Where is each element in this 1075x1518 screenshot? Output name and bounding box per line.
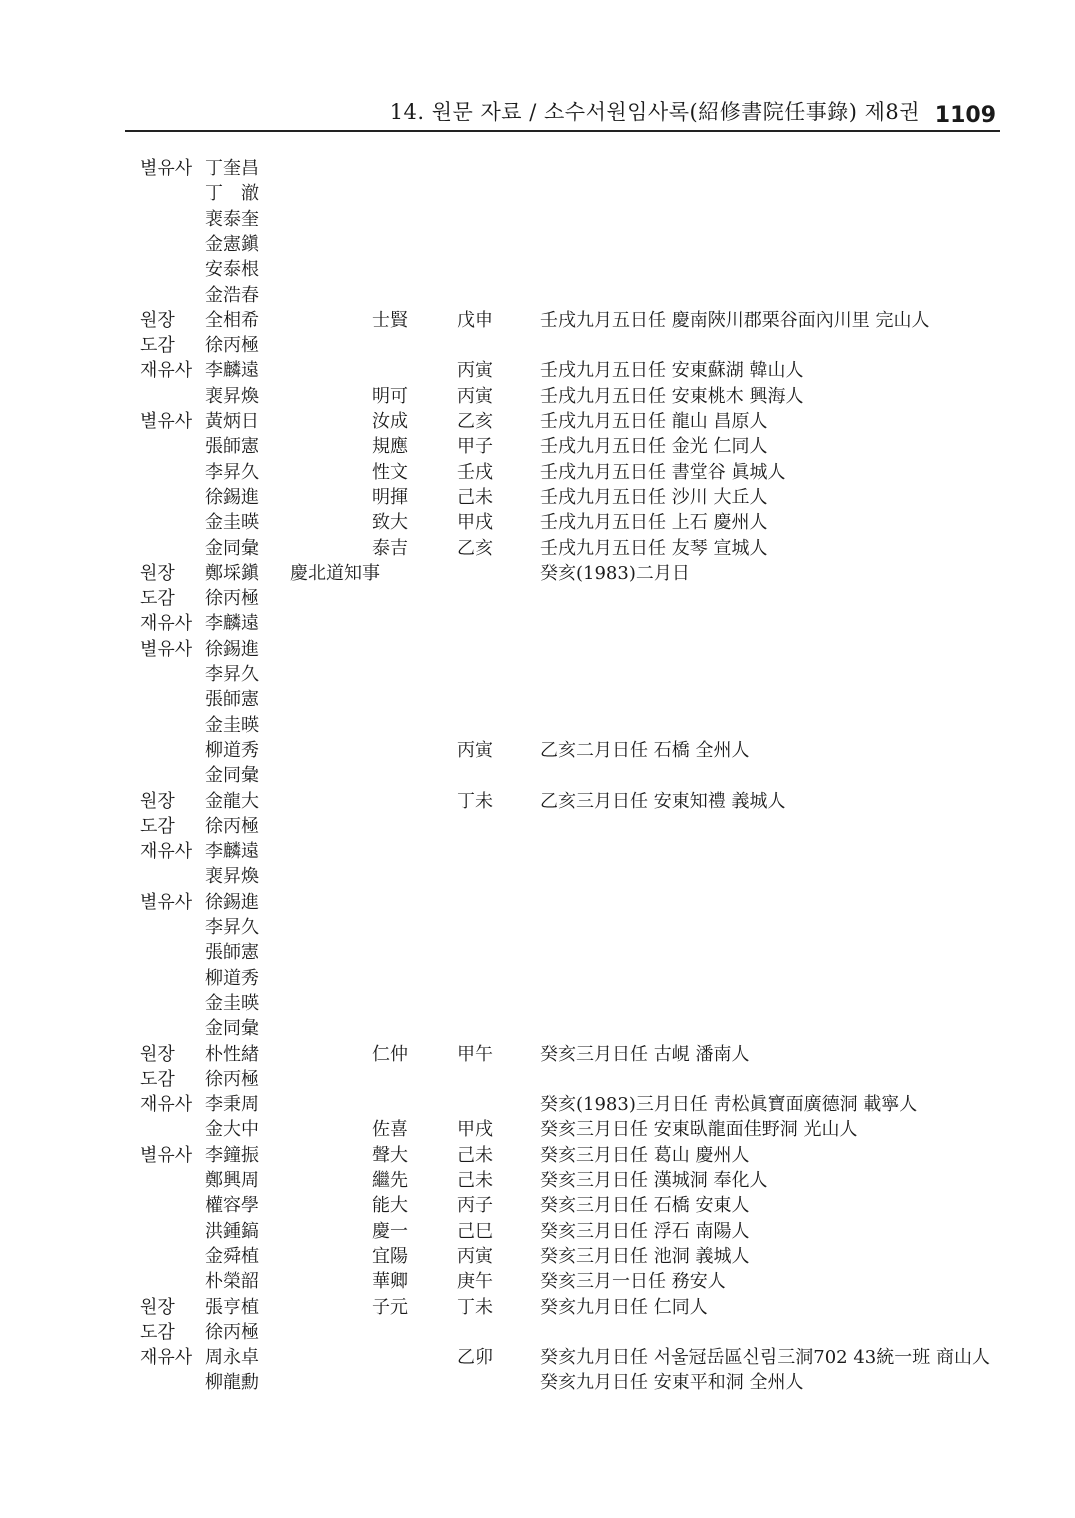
record-row [0,1193,1075,1218]
appointment-note: 壬戌九月五日任 金光 仁同人 [540,436,768,458]
record-row [0,1269,1075,1294]
record-row [0,637,1075,662]
record-row [0,257,1075,282]
person-name: 裵昇煥 [205,385,259,407]
record-row [0,232,1075,257]
appointment-note: 癸亥(1983)二月日 [540,562,690,584]
person-name: 朴榮韶 [205,1271,259,1293]
person-name: 全相希 [205,309,259,331]
office-label: 재유사 [140,613,193,635]
record-row [0,789,1075,814]
office-label: 원장 [140,1043,175,1065]
person-name: 金龍大 [205,790,259,812]
courtesy-name: 明可 [372,385,408,407]
person-name: 徐丙極 [205,1068,259,1090]
office-label: 도감 [140,588,175,610]
appointment-note: 壬戌九月五日任 上石 慶州人 [540,512,768,534]
record-row [0,814,1075,839]
record-row [0,611,1075,636]
appointment-note: 乙亥二月日任 石橋 全州人 [540,739,750,761]
record-row [0,333,1075,358]
appointment-note: 癸亥三月日任 石橋 安東人 [540,1195,750,1217]
office-label: 도감 [140,1321,175,1343]
birth-year: 丙寅 [457,1245,493,1267]
running-title: 14. 원문 자료 / 소수서원임사록(紹修書院任事錄) 제8권 [389,100,920,124]
person-name: 張亨植 [205,1296,259,1318]
record-row [0,308,1075,333]
appointment-note: 壬戌九月五日任 龍山 昌原人 [540,411,768,432]
office-label: 별유사 [140,1144,193,1166]
birth-year: 丙寅 [457,739,493,761]
office-label: 원장 [140,309,175,331]
birth-year: 己未 [457,486,493,508]
record-row [0,434,1075,459]
person-name: 裵泰奎 [205,208,259,230]
person-name: 李麟遠 [205,841,259,863]
person-name: 金同彙 [205,537,259,559]
person-name: 李秉周 [205,1094,259,1116]
office-label: 별유사 [140,158,193,179]
person-name: 柳道秀 [205,739,259,761]
birth-year: 庚午 [457,1271,493,1293]
person-name: 徐錫進 [205,891,259,913]
birth-year: 丁未 [457,790,493,812]
record-row [0,536,1075,561]
courtesy-name: 華卿 [372,1271,408,1293]
birth-year: 甲子 [457,436,493,458]
record-row [0,510,1075,535]
record-row [0,485,1075,510]
record-row [0,1345,1075,1370]
record-row [0,1092,1075,1117]
appointment-note: 癸亥三月日任 浮石 南陽人 [540,1220,750,1242]
person-name: 安泰根 [205,259,259,281]
office-label: 별유사 [140,638,193,660]
record-row [0,358,1075,383]
person-name: 金圭暎 [205,512,259,534]
record-row [0,181,1075,206]
courtesy-name: 聲大 [372,1144,408,1166]
person-name: 朴性緖 [205,1043,259,1065]
appointment-note: 乙亥三月日任 安東知禮 義城人 [540,790,786,812]
appointment-note: 癸亥(1983)三月日任 靑松眞寶面廣德洞 載寧人 [540,1094,918,1116]
person-name: 李麟遠 [205,613,259,635]
record-row [0,839,1075,864]
office-label: 원장 [140,562,175,584]
office-label: 원장 [140,790,175,812]
courtesy-name: 慶一 [372,1220,408,1242]
person-name: 李麟遠 [205,360,259,382]
birth-year: 甲午 [457,1043,493,1065]
record-row [0,713,1075,738]
birth-year: 丙寅 [457,360,493,382]
appointment-note: 壬戌九月五日任 安東桃木 興海人 [540,385,804,407]
office-label: 원장 [140,1296,175,1318]
person-name: 金大中 [205,1119,259,1141]
record-row [0,283,1075,308]
record-row [0,1168,1075,1193]
birth-year: 甲戌 [457,1119,493,1141]
person-name: 徐錫進 [205,638,259,660]
appointment-note: 壬戌九月五日任 慶南陜川郡栗谷面內川里 完山人 [540,309,930,331]
record-row [0,662,1075,687]
record-row [0,207,1075,232]
person-name: 徐丙極 [205,815,259,837]
record-row [0,763,1075,788]
record-row [0,1143,1075,1168]
appointment-note: 壬戌九月五日任 書堂谷 眞城人 [540,461,786,483]
record-row [0,890,1075,915]
birth-year: 丙子 [457,1195,493,1217]
birth-year: 己未 [457,1144,493,1166]
courtesy-name: 性文 [372,461,408,483]
appointment-note: 壬戌九月五日任 沙川 大丘人 [540,486,768,508]
courtesy-name: 士賢 [372,309,408,331]
office-label: 도감 [140,815,175,837]
office-label: 재유사 [140,360,193,382]
appointment-note: 壬戌九月五日任 安東蘇湖 韓山人 [540,360,804,382]
record-row [0,1320,1075,1345]
birth-year: 乙卯 [457,1347,493,1369]
record-row [0,738,1075,763]
person-name: 張師憲 [205,436,259,458]
birth-year: 乙亥 [457,537,493,559]
person-name: 張師憲 [205,942,259,964]
record-row [0,991,1075,1016]
record-row [0,940,1075,965]
person-name: 周永卓 [205,1347,259,1369]
appointment-note: 癸亥九月日任 서울冠岳區신림三洞702 43統一班 商山人 [540,1347,990,1369]
appointment-note: 癸亥九月日任 仁同人 [540,1296,708,1318]
birth-year: 己巳 [457,1220,493,1242]
person-name: 鄭興周 [205,1170,259,1191]
person-name: 李鐘振 [205,1144,259,1166]
person-name: 李昇久 [205,664,259,685]
courtesy-name: 宜陽 [372,1245,408,1267]
record-row [0,1117,1075,1142]
person-name: 權容學 [205,1195,259,1217]
record-row [0,1244,1075,1269]
appointment-note: 壬戌九月五日任 友琴 宣城人 [540,537,768,559]
person-name: 徐丙極 [205,1321,259,1343]
person-name: 洪鍾鎬 [205,1220,259,1242]
office-label: 도감 [140,1068,175,1090]
office-label: 재유사 [140,841,193,863]
office-label: 재유사 [140,1094,193,1116]
person-name: 柳龍勳 [205,1372,259,1394]
record-row [0,1219,1075,1244]
courtesy-name: 泰吉 [372,537,408,559]
person-name: 裵昇煥 [205,866,259,888]
person-name: 金憲鎭 [205,233,259,255]
person-name: 徐丙極 [205,335,259,357]
person-name: 鄭埰鎭 [205,562,259,584]
record-row [0,1042,1075,1067]
courtesy-name: 致大 [372,512,408,534]
birth-year: 壬戌 [457,461,493,483]
record-row [0,864,1075,889]
person-name: 黃炳日 [205,411,259,432]
person-name: 金同彙 [205,765,259,787]
appointment-note: 癸亥三月一日任 務安人 [540,1271,726,1293]
record-row [0,687,1075,712]
record-row [0,460,1075,485]
person-name: 李昇久 [205,917,259,938]
office-label: 도감 [140,335,175,357]
birth-year: 甲戌 [457,512,493,534]
person-name: 李昇久 [205,461,259,483]
office-label: 별유사 [140,411,193,432]
person-name: 金舜植 [205,1245,259,1267]
person-name: 金浩春 [205,284,259,306]
person-name: 張師憲 [205,689,259,711]
record-row [0,561,1075,586]
birth-year: 丁未 [457,1296,493,1318]
birth-year: 乙亥 [457,411,493,432]
record-row [0,156,1075,181]
record-row [0,1067,1075,1092]
birth-year: 己未 [457,1170,493,1191]
person-name: 金圭暎 [205,714,259,736]
person-name: 丁 澈 [205,183,259,205]
appointment-note: 癸亥三月日任 安東臥龍面佳野洞 光山人 [540,1119,858,1141]
appointment-note: 癸亥九月日任 安東平和洞 全州人 [540,1372,804,1394]
office-label: 재유사 [140,1347,193,1369]
courtesy-name: 佐喜 [372,1119,408,1141]
record-row [0,409,1075,434]
appointment-note: 癸亥三月日任 古峴 潘南人 [540,1043,750,1065]
courtesy-name: 仁仲 [372,1043,408,1065]
courtesy-name: 能大 [372,1195,408,1217]
person-name: 丁奎昌 [205,158,259,179]
appointment-note: 癸亥三月日任 葛山 慶州人 [540,1144,750,1166]
record-row [0,384,1075,409]
courtesy-name: 子元 [372,1296,408,1318]
record-row [0,586,1075,611]
courtesy-name: 規應 [372,436,408,458]
record-row [0,1016,1075,1041]
person-name: 柳道秀 [205,967,259,989]
courtesy-name: 明揮 [372,486,408,508]
record-row [0,966,1075,991]
person-name: 徐丙極 [205,588,259,610]
page-number: 1109 [934,103,996,128]
person-name: 金圭暎 [205,992,259,1014]
appointment-note: 癸亥三月日任 池洞 義城人 [540,1245,750,1267]
courtesy-name: 汝成 [372,411,408,432]
appointment-note: 癸亥三月日任 漢城洞 奉化人 [540,1170,768,1191]
birth-year: 戊申 [457,309,493,331]
birth-year: 丙寅 [457,385,493,407]
record-row [0,915,1075,940]
courtesy-name: 繼先 [372,1170,408,1191]
office-label: 별유사 [140,891,193,913]
person-name: 徐錫進 [205,486,259,508]
official-title: 慶北道知事 [290,562,380,584]
record-row [0,1295,1075,1320]
record-row [0,1370,1075,1395]
person-name: 金同彙 [205,1018,259,1040]
